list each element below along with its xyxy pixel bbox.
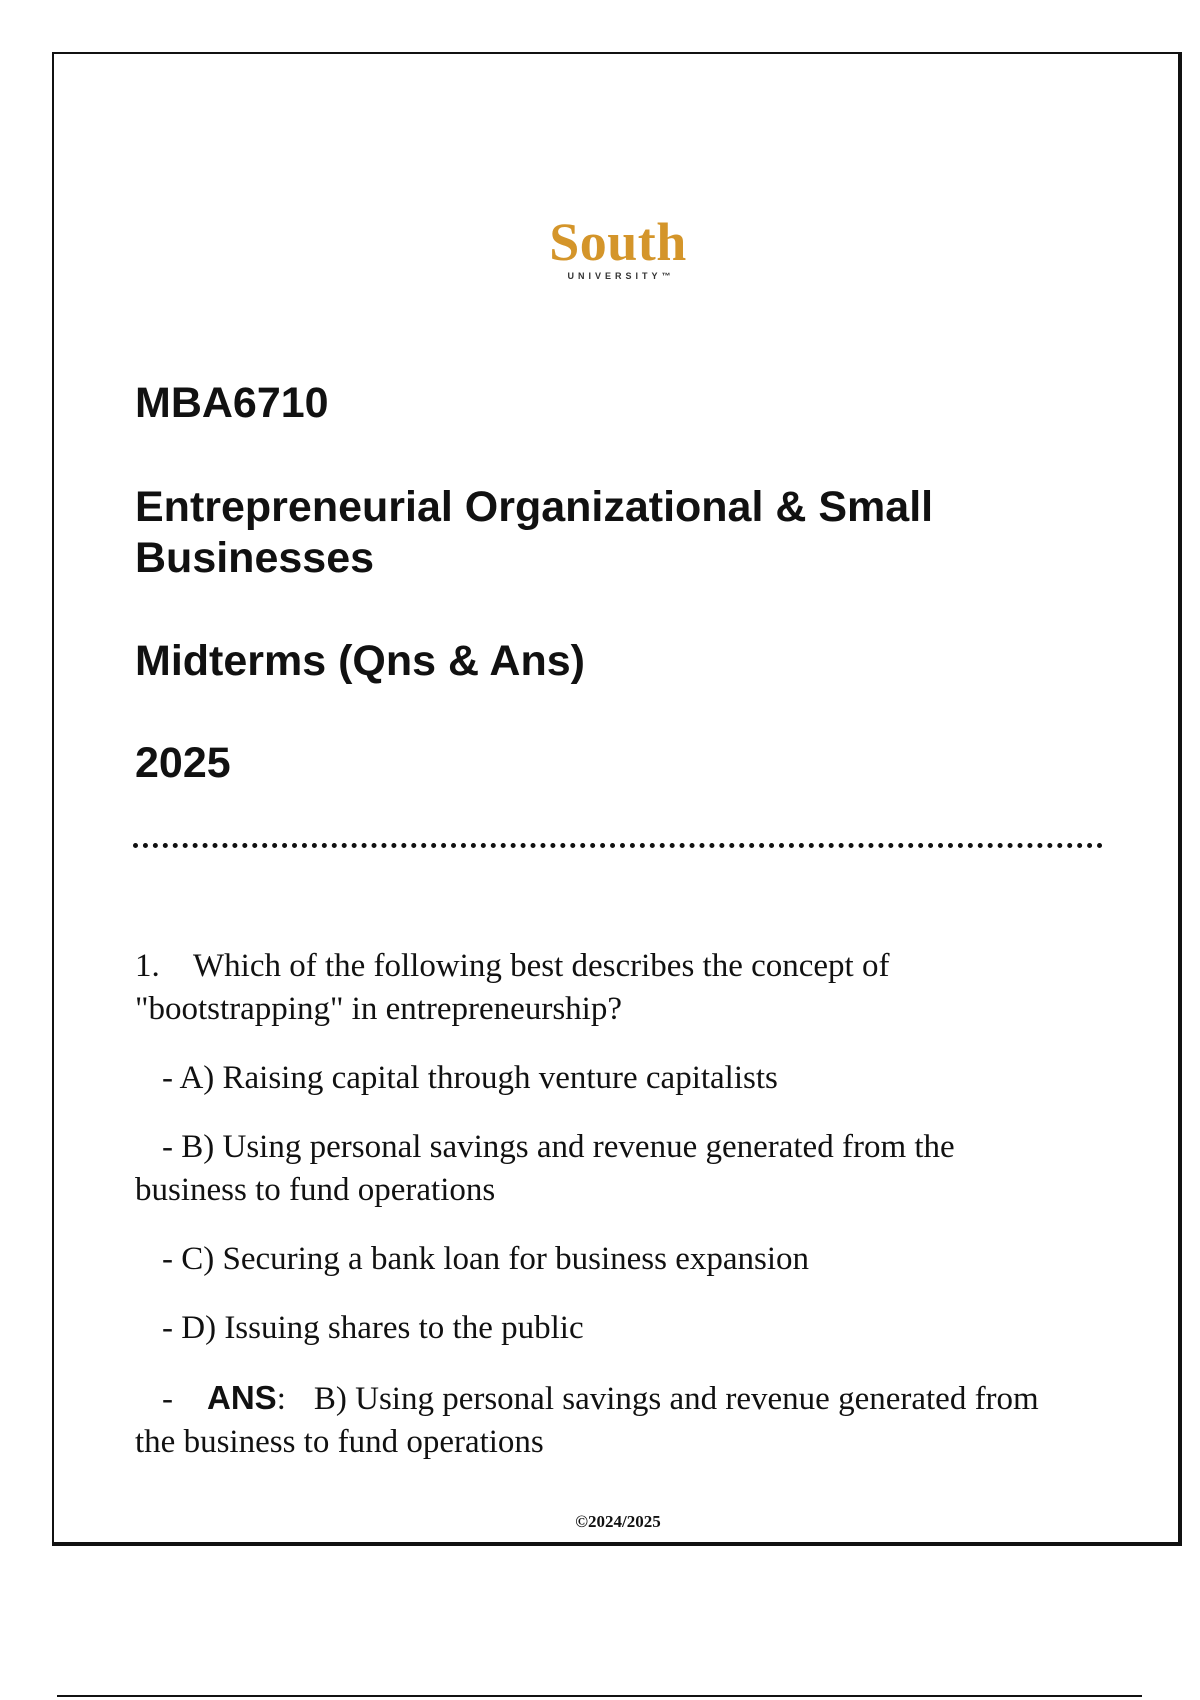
logo-wordmark: South [549, 212, 687, 272]
question-number: 1. [135, 948, 160, 984]
option-c [135, 1238, 1065, 1281]
course-title: Entrepreneurial Organizational & Small Businesses [135, 483, 934, 582]
answer-text: B) Using personal savings and revenue generated from the business to fund operations [135, 1381, 1039, 1460]
option-dash: - [162, 1310, 173, 1346]
option-a [135, 1057, 1065, 1100]
university-logo [0, 212, 1200, 281]
document-year: 2025 [135, 739, 231, 787]
question-1 [135, 945, 1065, 1464]
option-text: B) Using personal savings and revenue generated from the business to fund operations [135, 1129, 955, 1208]
option-dash: - [162, 1129, 173, 1165]
answer-colon: : [276, 1381, 286, 1417]
document-type: Midterms (Qns & Ans) [135, 637, 585, 685]
course-code: MBA6710 [135, 379, 329, 427]
option-text: D) Issuing shares to the public [181, 1310, 584, 1346]
answer-line [135, 1376, 1065, 1464]
logo-subtitle: UNIVERSITY™ [567, 271, 675, 281]
option-b [135, 1126, 1065, 1212]
dotted-divider [133, 843, 1103, 848]
option-dash: - [162, 1241, 173, 1277]
answer-dash: - [162, 1381, 173, 1417]
copyright-notice: ©2024/2025 [575, 1512, 661, 1531]
option-d [135, 1307, 1065, 1350]
option-dash: - [162, 1060, 173, 1096]
answer-label: ANS [207, 1379, 277, 1416]
option-text: A) Raising capital through venture capitalists [179, 1060, 778, 1096]
question-text: Which of the following best describes the concept of "bootstrapping" in entrepreneurship? [135, 948, 890, 1027]
question-stem [135, 945, 1065, 1031]
bottom-rule [57, 1695, 1142, 1697]
option-text: C) Securing a bank loan for business expansion [181, 1241, 810, 1277]
